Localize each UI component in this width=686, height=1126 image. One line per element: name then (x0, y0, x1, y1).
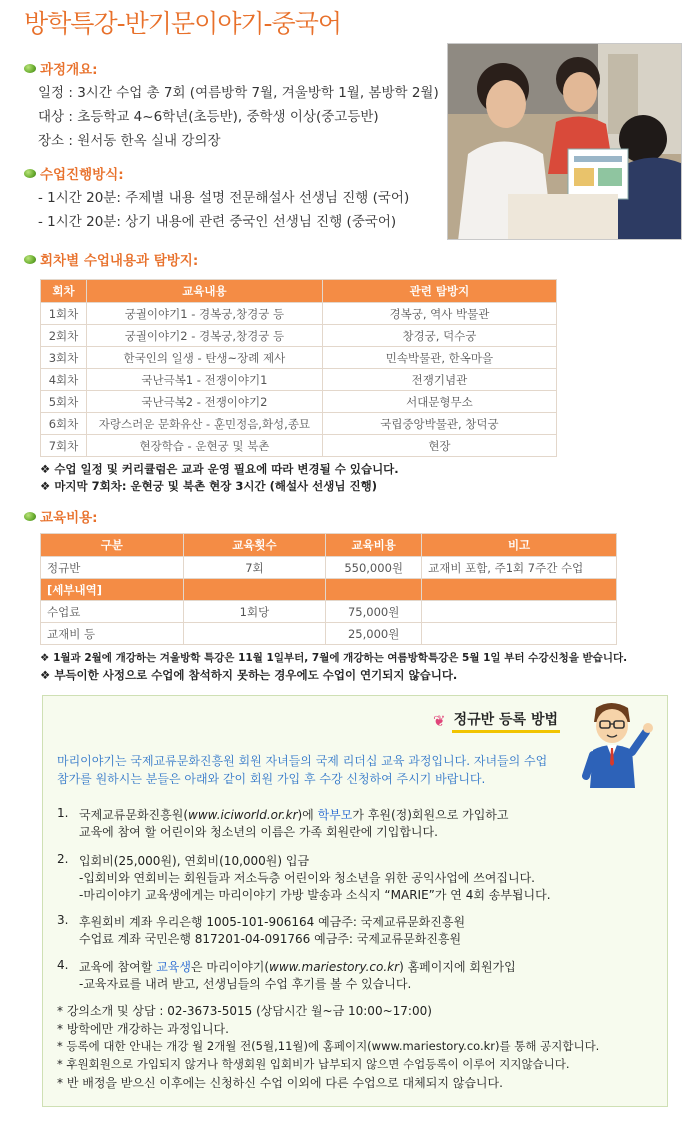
step-1-highlight-parent: 학부모 (317, 808, 353, 822)
class-photo (447, 43, 682, 240)
method-line-2: - 1시간 20분: 상기 내용에 관련 중국인 선생님 진행 (중국어) (38, 214, 397, 230)
session-site: 국립중앙박물관, 창덕궁 (322, 413, 556, 435)
fee-remark (422, 601, 617, 623)
step-1-text-a: 국제교류문화진흥원( (79, 808, 189, 822)
overview-heading (24, 58, 98, 78)
fee-cost: 75,000원 (326, 601, 422, 623)
registration-note-3: * 등록에 대한 안내는 개강 월 2개월 전(5월,11월)에 홈페이지(www.mariestory.co.kr)를 통해 공지합니다. (57, 1039, 600, 1053)
session-number: 2회차 (41, 325, 87, 347)
session-site: 경복궁, 역사 박물관 (322, 303, 556, 325)
fees-detail-blank (326, 579, 422, 601)
fees-heading (24, 506, 98, 526)
registration-box (42, 695, 668, 1107)
sessions-note-1: ❖ 수업 일정 및 커리큘럼은 교과 운영 필요에 따라 변경될 수 있습니다. (40, 462, 399, 476)
registration-note-5: * 반 배정을 받으신 이후에는 신청하신 수업 이외에 다른 수업으로 대체되지 않습니다. (57, 1076, 503, 1090)
fees-detail-header-row (41, 579, 617, 601)
fees-heading-text: 교육비용: (40, 510, 98, 526)
col-header-remark: 비고 (422, 534, 617, 557)
fees-detail-blank (422, 579, 617, 601)
step-4-text-b: 은 마리이야기( (190, 960, 270, 974)
session-site: 창경궁, 덕수궁 (322, 325, 556, 347)
step-4-highlight-student: 교육생 (156, 960, 191, 974)
col-header-count: 교육횟수 (183, 534, 326, 557)
fee-type: 정규반 (41, 557, 184, 579)
col-header-content: 교육내용 (86, 280, 322, 303)
table-row (41, 369, 557, 391)
fee-cost: 25,000원 (326, 623, 422, 645)
session-number: 6회차 (41, 413, 87, 435)
sessions-heading (24, 249, 198, 269)
step-3-line-2: 수업료 계좌 국민은행 817201-04-091766 예금주: 국제교류문화진흥원 (79, 932, 462, 946)
step-1-line-2: 교육에 참여 할 어린이와 청소년의 이름은 가족 회원란에 기입합니다. (79, 825, 438, 839)
method-heading-text: 수업진행방식: (40, 167, 124, 183)
fees-table (40, 533, 617, 645)
registration-title-text: 정규반 등록 방법 (452, 709, 560, 733)
table-row (41, 303, 557, 325)
session-site: 현장 (322, 435, 556, 457)
step-3-number: 3. (57, 913, 69, 927)
session-number: 3회차 (41, 347, 87, 369)
registration-intro-1: 마리이야기는 국제교류문화진흥원 회원 자녀들의 국제 리더십 교육 과정입니다. 자녀들의 수업 (57, 754, 548, 768)
fee-remark (422, 623, 617, 645)
session-number: 4회차 (41, 369, 87, 391)
session-site: 서대문형무소 (322, 391, 556, 413)
table-row (41, 623, 617, 645)
col-header-site: 관련 탐방지 (322, 280, 556, 303)
sessions-header-row (41, 280, 557, 303)
step-4-number: 4. (57, 958, 69, 972)
fee-count: 1회당 (183, 601, 326, 623)
session-content: 궁궐이야기2 - 경복궁,창경궁 등 (86, 325, 322, 347)
overview-schedule: 일정 : 3시간 수업 총 7회 (여름방학 7월, 겨울방학 1월, 봄방학 2월) (38, 85, 439, 101)
class-photo-illustration (448, 44, 682, 240)
heart-flower-icon: ❦ (433, 712, 446, 730)
session-content: 한국인의 일생 - 탄생~장례 제사 (86, 347, 322, 369)
method-heading (24, 163, 124, 183)
method-line-1: - 1시간 20분: 주제별 내용 설명 전문해설사 선생님 진행 (국어) (38, 190, 410, 206)
leaf-bullet-icon (24, 512, 36, 521)
page-title: 방학특강-반기문이야기-중국어 (24, 9, 341, 38)
session-content: 자랑스러운 문화유산 - 훈민정음,화성,종묘 (86, 413, 322, 435)
fees-detail-blank (183, 579, 326, 601)
fees-note-2: ❖ 부득이한 사정으로 수업에 참석하지 못하는 경우에도 수업이 연기되지 않습니다. (40, 668, 458, 682)
step-2-line-1: 입회비(25,000원), 연회비(10,000원) 입금 (79, 854, 310, 868)
session-content: 국난극복2 - 전쟁이야기2 (86, 391, 322, 413)
step-1-line-1 (79, 806, 508, 823)
step-4-text-a: 교육에 참여할 (79, 960, 157, 974)
mariestory-url: www.mariestory.co.kr (269, 960, 400, 974)
fee-type: 수업료 (41, 601, 184, 623)
session-content: 국난극복1 - 전쟁이야기1 (86, 369, 322, 391)
fees-header-row (41, 534, 617, 557)
step-4-line-1 (79, 958, 516, 975)
table-row (41, 347, 557, 369)
fee-count: 7회 (183, 557, 326, 579)
session-site: 민속박물관, 한옥마을 (322, 347, 556, 369)
sessions-note-2: ❖ 마지막 7회차: 운현궁 및 북촌 현장 3시간 (해설사 선생님 진행) (40, 479, 377, 493)
session-number: 5회차 (41, 391, 87, 413)
table-row (41, 601, 617, 623)
leaf-bullet-icon (24, 169, 36, 178)
step-2-number: 2. (57, 852, 69, 866)
session-content: 현장학습 - 운현궁 및 북촌 (86, 435, 322, 457)
sessions-table (40, 279, 557, 457)
teacher-character-icon (566, 700, 656, 788)
table-row (41, 325, 557, 347)
session-number: 7회차 (41, 435, 87, 457)
table-row (41, 557, 617, 579)
registration-note-2: * 방학에만 개강하는 과정입니다. (57, 1022, 229, 1036)
registration-note-1: * 강의소개 및 상담 : 02-3673-5015 (상담시간 월~금 10:00~17:00) (57, 1004, 432, 1018)
table-row (41, 391, 557, 413)
overview-location: 장소 : 원서동 한옥 실내 강의장 (38, 133, 221, 149)
table-row (41, 435, 557, 457)
fee-cost: 550,000원 (326, 557, 422, 579)
iciworld-url: www.iciworld.or.kr (188, 808, 298, 822)
registration-title (433, 709, 560, 733)
overview-heading-text: 과정개요: (40, 62, 98, 78)
leaf-bullet-icon (24, 64, 36, 73)
step-3-line-1: 후원회비 계좌 우리은행 1005-101-906164 예금주: 국제교류문화진흥원 (79, 915, 466, 929)
col-header-session: 회차 (41, 280, 87, 303)
sessions-heading-text: 회차별 수업내용과 탐방지: (40, 253, 199, 269)
table-row (41, 413, 557, 435)
session-content: 궁궐이야기1 - 경복궁,창경궁 등 (86, 303, 322, 325)
fees-detail-label: [세부내역] (41, 579, 184, 601)
registration-intro-2: 참가를 원하시는 분들은 아래와 같이 회원 가입 후 수강 신청하여 주시기 바랍니다. (57, 772, 486, 786)
fee-count (183, 623, 326, 645)
step-1-number: 1. (57, 806, 69, 820)
session-number: 1회차 (41, 303, 87, 325)
col-header-cost: 교육비용 (326, 534, 422, 557)
fees-note-1: ❖ 1월과 2월에 개강하는 겨울방학 특강은 11월 1일부터, 7월에 개강하는 여름방학특강은 5월 1일 부터 수강신청을 받습니다. (40, 652, 628, 664)
overview-target: 대상 : 초등학교 4~6학년(초등반), 중학생 이상(중고등반) (38, 109, 379, 125)
fee-remark: 교재비 포함, 주1회 7주간 수업 (422, 557, 617, 579)
fee-type: 교재비 등 (41, 623, 184, 645)
step-1-text-b: )에 (297, 808, 318, 822)
step-4-line-2: -교육자료를 내려 받고, 선생님들의 수업 후기를 볼 수 있습니다. (79, 977, 412, 991)
step-4-text-c: ) 홈페이지에 회원가입 (399, 960, 516, 974)
session-site: 전쟁기념관 (322, 369, 556, 391)
registration-note-4: * 후원회원으로 가입되지 않거나 학생회원 입회비가 납부되지 않으면 수업등록이 이루어 지지않습니다. (57, 1057, 570, 1071)
col-header-type: 구분 (41, 534, 184, 557)
leaf-bullet-icon (24, 255, 36, 264)
step-1-text-c: 가 후원(정)회원으로 가입하고 (352, 808, 509, 822)
step-2-line-3: -마리이야기 교육생에게는 마리이야기 가방 발송과 소식지 “MARIE”가 연 4회 송부됩니다. (79, 888, 551, 902)
step-2-line-2: -입회비와 연회비는 회원들과 저소득층 어린이와 청소년을 위한 공익사업에 쓰여집니다. (79, 871, 535, 885)
